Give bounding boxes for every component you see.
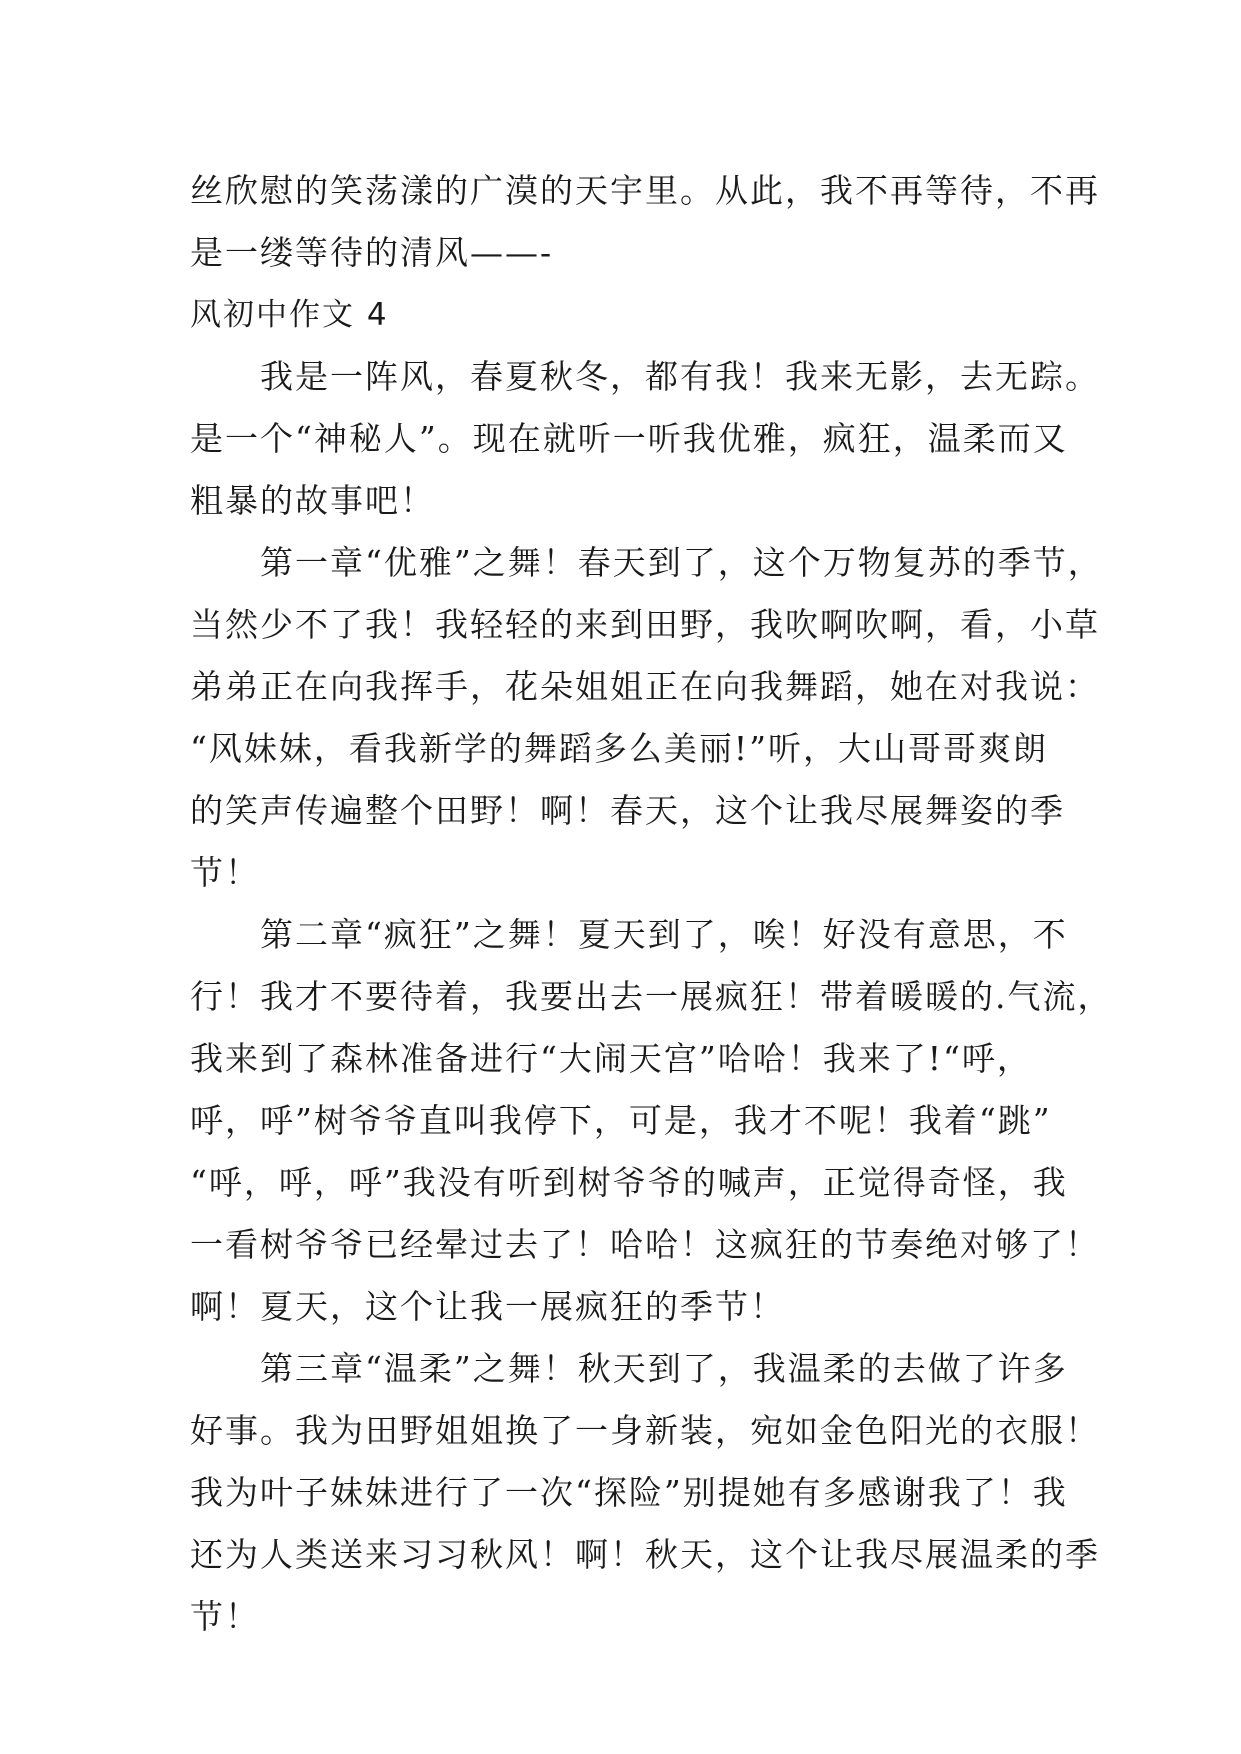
text-line: 第二章“疯狂”之舞！夏天到了，唉！好没有意思，不 xyxy=(190,915,1068,954)
text-line: 我为叶子妹妹进行了一次“探险”别提她有多感谢我了！我 xyxy=(190,1473,1068,1512)
text-line: 啊！夏天，这个让我一展疯狂的季节！ xyxy=(190,1287,785,1326)
text-line: 我是一阵风，春夏秋冬，都有我！我来无影，去无踪。 xyxy=(190,357,1100,396)
document-body xyxy=(190,160,1113,1648)
text-line: 我来到了森林准备进行“大闹天宫”哈哈！我来了!“呼， xyxy=(190,1039,1032,1078)
text-line: 第三章“温柔”之舞！秋天到了，我温柔的去做了许多 xyxy=(190,1349,1068,1388)
text-line: 行！我才不要待着，我要出去一展疯狂！带着暖暖的.气流， xyxy=(190,977,1113,1016)
text-line: 弟弟正在向我挥手，花朵姐姐正在向我舞蹈，她在对我说： xyxy=(190,667,1100,706)
text-line: 是一个“神秘人”。现在就听一听我优雅，疯狂，温柔而又 xyxy=(190,419,1068,458)
text-line: 粗暴的故事吧！ xyxy=(190,481,435,520)
text-line: 节！ xyxy=(190,853,260,892)
text-line: 呼，呼”树爷爷直叫我停下，可是，我才不呢！我着“跳” xyxy=(190,1101,1052,1140)
text-line: “呼，呼，呼”我没有听到树爷爷的喊声，正觉得奇怪，我 xyxy=(190,1163,1068,1202)
text-line: 是一缕等待的清风——- xyxy=(190,233,554,272)
text-line: 好事。我为田野姐姐换了一身新装，宛如金色阳光的衣服！ xyxy=(190,1411,1100,1450)
text-line: 第一章“优雅”之舞！春天到了，这个万物复苏的季节， xyxy=(190,543,1103,582)
text-line: 丝欣慰的笑荡漾的广漠的天宇里。从此，我不再等待，不再 xyxy=(190,171,1100,210)
section-heading: 风初中作文 4 xyxy=(190,297,389,333)
text-line: “风妹妹，看我新学的舞蹈多么美丽!”听，大山哥哥爽朗 xyxy=(190,729,1049,768)
text-line: 的笑声传遍整个田野！啊！春天，这个让我尽展舞姿的季 xyxy=(190,791,1065,830)
text-line: 还为人类送来习习秋风！啊！秋天，这个让我尽展温柔的季 xyxy=(190,1535,1100,1574)
text-line: 节！ xyxy=(190,1597,260,1636)
text-line: 当然少不了我！我轻轻的来到田野，我吹啊吹啊，看，小草 xyxy=(190,605,1100,644)
text-line: 一看树爷爷已经晕过去了！哈哈！这疯狂的节奏绝对够了！ xyxy=(190,1225,1100,1264)
